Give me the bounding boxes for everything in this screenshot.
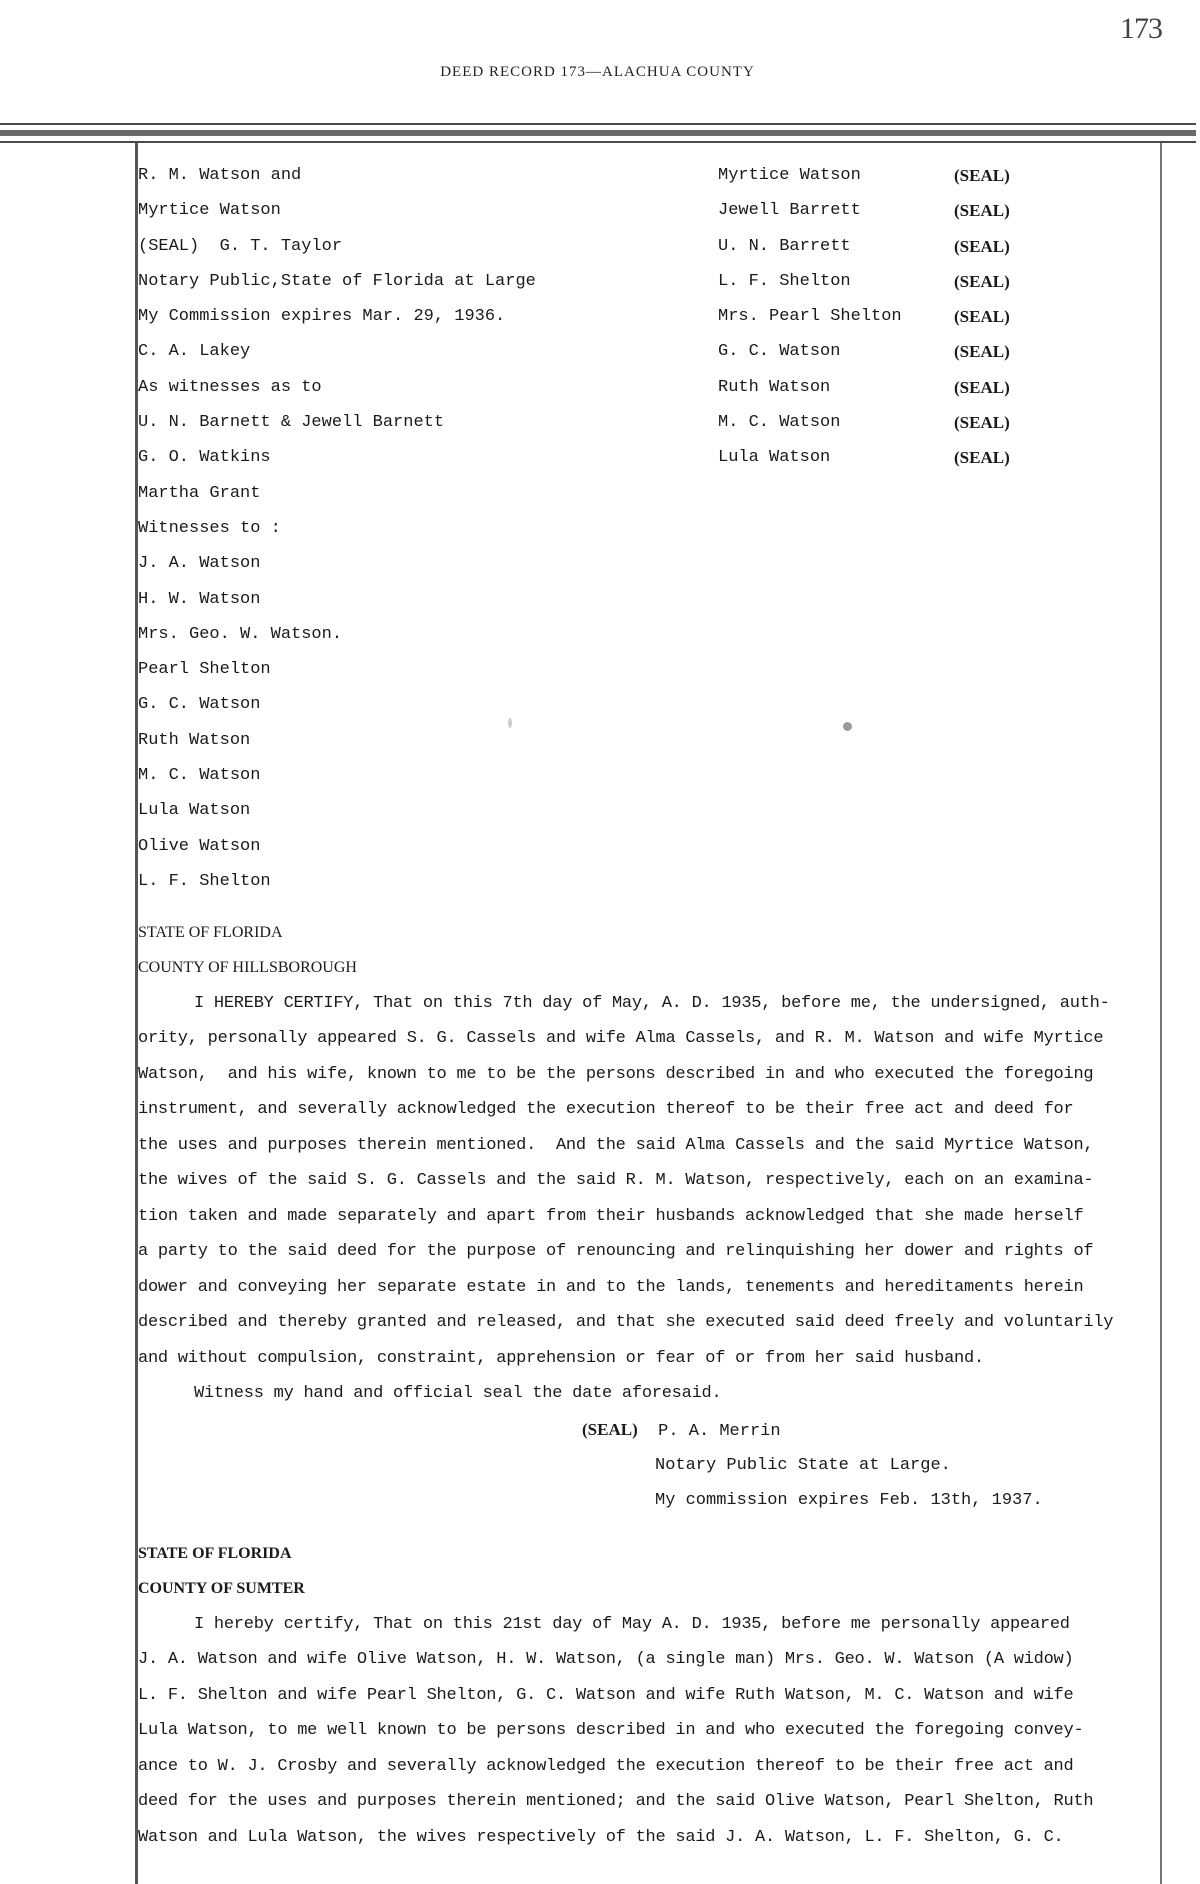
header-rule-bottom (0, 141, 1196, 143)
page-number: 173 (1120, 12, 1162, 45)
signer-name: L. F. Shelton (718, 271, 851, 291)
paragraph-line: Watson, and his wife, known to me to be the persons described in and who executed the foregoing (138, 1064, 1094, 1084)
signature-row (718, 193, 1010, 228)
list-item: Martha Grant (138, 483, 261, 503)
paragraph-line: I hereby certify, That on this 21st day of May A. D. 1935, before me personally appeared (194, 1614, 1070, 1634)
signer-name: M. C. Watson (718, 413, 841, 433)
list-item: Lula Watson (138, 801, 251, 821)
paragraph-line: Watson and Lula Watson, the wives respectively of the said J. A. Watson, L. F. Shelton, G. C. (138, 1827, 1064, 1847)
list-item: Myrtice Watson (138, 201, 281, 221)
seal-mark: (SEAL) (954, 448, 1010, 468)
right-margin-line (1160, 143, 1162, 1884)
list-item: Witnesses to : (138, 518, 281, 538)
state-heading: STATE OF FLORIDA (138, 924, 283, 941)
paragraph-line: deed for the uses and purposes therein mentioned; and the said Olive Watson, Pearl Shelton, Ruth (138, 1792, 1094, 1812)
paragraph-line: and without compulsion, constraint, apprehension or fear of or from her said husband. (138, 1348, 984, 1368)
signer-name: U. N. Barrett (718, 236, 851, 256)
signature-row (718, 158, 1010, 193)
paragraph-line: Lula Watson, to me well known to be persons described in and who executed the foregoing convey- (138, 1721, 1084, 1741)
county-heading: COUNTY OF SUMTER (138, 1580, 305, 1598)
seal-mark: (SEAL) (954, 166, 1010, 185)
signer-name: G. C. Watson (718, 342, 841, 362)
signature-row (718, 334, 1010, 369)
seal-mark: (SEAL) (954, 307, 1010, 327)
list-item: R. M. Watson and (138, 166, 302, 185)
list-item: (SEAL) G. T. Taylor (138, 236, 343, 256)
list-item: M. C. Watson (138, 766, 261, 786)
list-item: Notary Public,State of Florida at Large (138, 271, 536, 291)
seal-mark: (SEAL) (954, 413, 1010, 433)
list-item: G. O. Watkins (138, 448, 271, 468)
list-item: Pearl Shelton (138, 660, 271, 680)
list-item: Mrs. Geo. W. Watson. (138, 624, 343, 644)
list-item: U. N. Barnett & Jewell Barnett (138, 413, 445, 433)
certificate-hillsborough (138, 915, 1113, 1412)
header-rule-top (0, 123, 1196, 125)
paragraph-line: ance to W. J. Crosby and severally acknowledged the execution thereof to be their free act and (138, 1756, 1074, 1776)
notary-signature-line (582, 1420, 781, 1441)
paragraph-line: L. F. Shelton and wife Pearl Shelton, G. C. Watson and wife Ruth Watson, M. C. Watson and wife (138, 1685, 1074, 1705)
page-title: DEED RECORD 173—ALACHUA COUNTY (440, 64, 755, 80)
list-item: G. C. Watson (138, 695, 261, 715)
signer-name: Myrtice Watson (718, 166, 861, 185)
signature-row (718, 405, 1010, 440)
seal-mark: (SEAL) (582, 1420, 638, 1439)
paragraph-line: a party to the said deed for the purpose of renouncing and relinquishing her dower and rights of (138, 1242, 1094, 1262)
list-item: L. F. Shelton (138, 871, 271, 891)
signature-row (718, 299, 1010, 334)
notary-title: Notary Public State at Large. (655, 1456, 951, 1475)
signature-row (718, 229, 1010, 264)
paragraph-line: tion taken and made separately and apart from their husbands acknowledged that she made herself (138, 1206, 1084, 1226)
seal-mark: (SEAL) (954, 201, 1010, 221)
scan-speck (843, 722, 852, 731)
list-item: Olive Watson (138, 836, 261, 856)
paragraph-line: described and thereby granted and released, and that she executed said deed freely and voluntarily (138, 1313, 1114, 1333)
paragraph-line: J. A. Watson and wife Olive Watson, H. W. Watson, (a single man) Mrs. Geo. W. Watson (A widow) (138, 1650, 1074, 1670)
signer-name: Ruth Watson (718, 377, 831, 397)
signature-row (718, 264, 1010, 299)
county-heading: COUNTY OF HILLSBOROUGH (138, 959, 357, 977)
signature-row (718, 370, 1010, 405)
seal-mark: (SEAL) (954, 271, 1010, 291)
header-rule-thick (0, 130, 1196, 136)
paragraph-line: instrument, and severally acknowledged the execution thereof to be their free act and deed for (138, 1100, 1074, 1120)
list-item: J. A. Watson (138, 554, 261, 574)
state-heading: STATE OF FLORIDA (138, 1545, 292, 1562)
paragraph-line: the wives of the said S. G. Cassels and the said R. M. Watson, respectively, each on an examina- (138, 1171, 1094, 1191)
certificate-sumter (138, 1536, 1093, 1855)
list-item: Ruth Watson (138, 730, 251, 750)
signature-row (718, 440, 1010, 475)
witness-list (138, 158, 536, 899)
witness-clause: Witness my hand and official seal the date aforesaid. (194, 1384, 722, 1404)
signer-name: Mrs. Pearl Shelton (718, 307, 902, 327)
signature-list (718, 158, 1010, 476)
scan-speck (508, 718, 512, 728)
seal-mark: (SEAL) (954, 236, 1010, 256)
list-item: My Commission expires Mar. 29, 1936. (138, 307, 506, 327)
list-item: As witnesses as to (138, 377, 322, 397)
list-item: H. W. Watson (138, 589, 261, 609)
notary-name: P. A. Merrin (658, 1422, 781, 1441)
signer-name: Jewell Barrett (718, 201, 861, 221)
seal-mark: (SEAL) (954, 377, 1010, 397)
list-item: C. A. Lakey (138, 342, 251, 362)
seal-mark: (SEAL) (954, 342, 1010, 362)
notary-commission: My commission expires Feb. 13th, 1937. (655, 1491, 1043, 1510)
paragraph-line: I HEREBY CERTIFY, That on this 7th day of May, A. D. 1935, before me, the undersigned, auth- (194, 993, 1110, 1013)
paragraph-line: the uses and purposes therein mentioned. And the said Alma Cassels and the said Myrtice Watson, (138, 1135, 1094, 1155)
signer-name: Lula Watson (718, 448, 831, 468)
paragraph-line: dower and conveying her separate estate in and to the lands, tenements and hereditaments herein (138, 1277, 1084, 1297)
paragraph-line: ority, personally appeared S. G. Cassels and wife Alma Cassels, and R. M. Watson and wife Myrtice (138, 1029, 1104, 1049)
